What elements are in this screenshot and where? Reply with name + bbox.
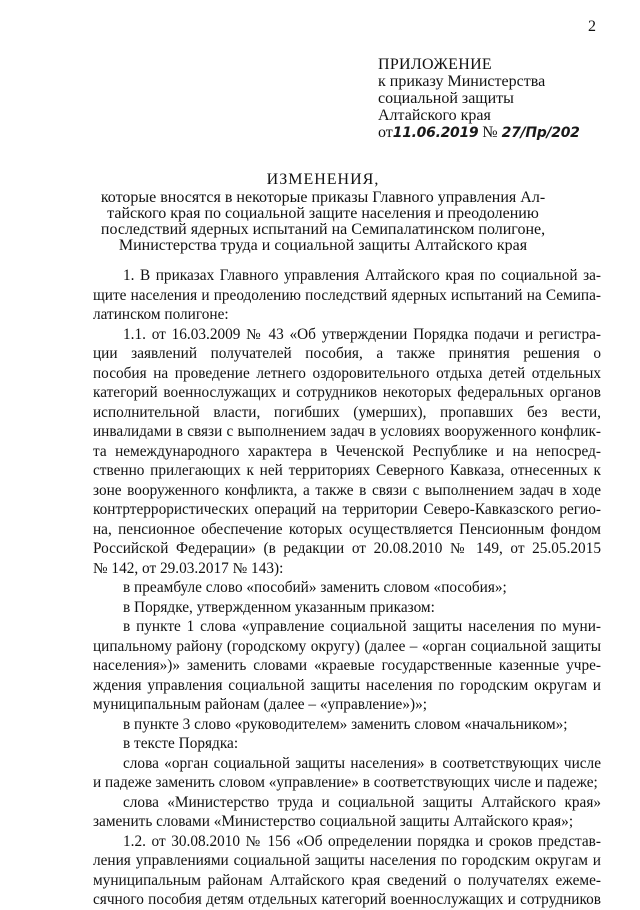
body-line: в тексте Порядка: xyxy=(123,735,239,752)
appendix-line-2: социальной защиты xyxy=(378,90,514,107)
page-number: 2 xyxy=(588,18,596,35)
body-line: ципальному району (городскому округу) (далее – «орган социальной защиты xyxy=(93,637,601,655)
body-line: ждения управления социальной защиты населения по городским округам и xyxy=(93,676,601,694)
body-line: зоне вооруженного конфликта, а также в связи с выполнением задач в ходе xyxy=(93,481,601,499)
appendix-block xyxy=(378,56,618,142)
body-line: Российской Федерации» (в редакции от 20.08.2010 № 149, от 25.05.2015 xyxy=(93,540,601,557)
body-line: 1. В приказах Главного управления Алтайского края по социальной за- xyxy=(123,267,601,284)
heading-line: которые вносятся в некоторые приказы Главного управления Ал- xyxy=(100,189,546,206)
body-line: муниципальным районам Алтайского края сведений о получателях ежеме- xyxy=(93,871,601,889)
document-heading xyxy=(95,172,551,254)
heading-title: ИЗМЕНЕНИЯ, xyxy=(266,171,380,188)
date-prefix: от xyxy=(378,124,393,141)
body-line: и падеже заменить словом «управление» в соответствующих числе и падеже; xyxy=(93,774,598,791)
body-line: на, пенсионное обеспечение которых осуществляется Пенсионным фондом xyxy=(93,520,601,538)
body-line: слова «орган социальной защиты населения» в соответствующих числе xyxy=(123,754,601,772)
appendix-line-3: Алтайского края xyxy=(378,107,491,124)
body-line: населения»)» заменить словами «краевые государственные казенные учре- xyxy=(93,657,601,674)
heading-line: Министерства труда и социальной защиты Алтайского края xyxy=(118,237,528,254)
body-line: щите населения и преодолению последствий ядерных испытаний на Семипа- xyxy=(93,286,601,304)
heading-line: тайского края по социальной защите населения и преодолению xyxy=(107,205,539,222)
handwritten-number: 27/Пр/202 xyxy=(501,125,580,141)
body-line: 1.1. от 16.03.2009 № 43 «Об утверждении Порядка подачи и регистра- xyxy=(123,325,601,343)
appendix-title: ПРИЛОЖЕНИЕ xyxy=(378,56,493,73)
appendix-date-line xyxy=(378,124,618,142)
body-line: контртеррористических операций на территории Северо-Кавказского регио- xyxy=(93,501,601,518)
body-line: ции заявлений получателей пособия, а также принятия решения о xyxy=(93,345,601,362)
body-line: латинском полигоне: xyxy=(93,306,229,323)
body-line: ления управлениями социальной защиты населения по городским округам и xyxy=(93,852,601,869)
body-line: исполнительной власти, погибших (умерших), пропавших без вести, xyxy=(93,403,601,421)
body-line: инвалидами в связи с выполнением задач в условиях вооруженного конфлик- xyxy=(93,423,601,440)
body-line: в пункте 1 слова «управление социальной защиты населения по муни- xyxy=(123,618,601,635)
body-line: категорий военнослужащих и сотрудников некоторых федеральных органов xyxy=(93,384,601,401)
body-line: заменить словами «Министерство социальной защиты Алтайского края»; xyxy=(93,813,574,830)
body-line: 1.2. от 30.08.2010 № 156 «Об определении порядка и сроков представ- xyxy=(123,832,601,850)
body-line: в Порядке, утвержденном указанным приказом: xyxy=(123,598,435,616)
body-line: та немеждународного характера в Чеченской Республике и на непосред- xyxy=(93,442,601,460)
body-line: № 142, от 29.03.2017 № 143): xyxy=(93,559,284,577)
body-line: в пункте 3 слово «руководителем» заменить словом «начальником»; xyxy=(123,715,568,733)
heading-line: последствий ядерных испытаний на Семипалатинском полигоне, xyxy=(100,221,546,238)
body-line: сячного пособия детям отдельных категорий военнослужащих и сотрудников xyxy=(93,891,601,908)
body-line: в преамбуле слово «пособий» заменить словом «пособия»; xyxy=(123,579,507,596)
number-prefix: № xyxy=(482,124,498,141)
body-line: пособия на проведение летнего оздоровительного отдыха детей отдельных xyxy=(93,364,601,382)
appendix-line-1: к приказу Министерства xyxy=(378,73,546,90)
body-line: муниципальным районам (далее – «управление»)»; xyxy=(93,696,427,713)
body-text xyxy=(93,266,601,910)
body-line: слова «Министерство труда и социальной защиты Алтайского края» xyxy=(123,793,601,811)
body-line: ственно прилегающих к ней территориях Северного Кавказа, отнесенных к xyxy=(93,462,601,479)
handwritten-date: 11.06.2019 xyxy=(392,125,479,141)
